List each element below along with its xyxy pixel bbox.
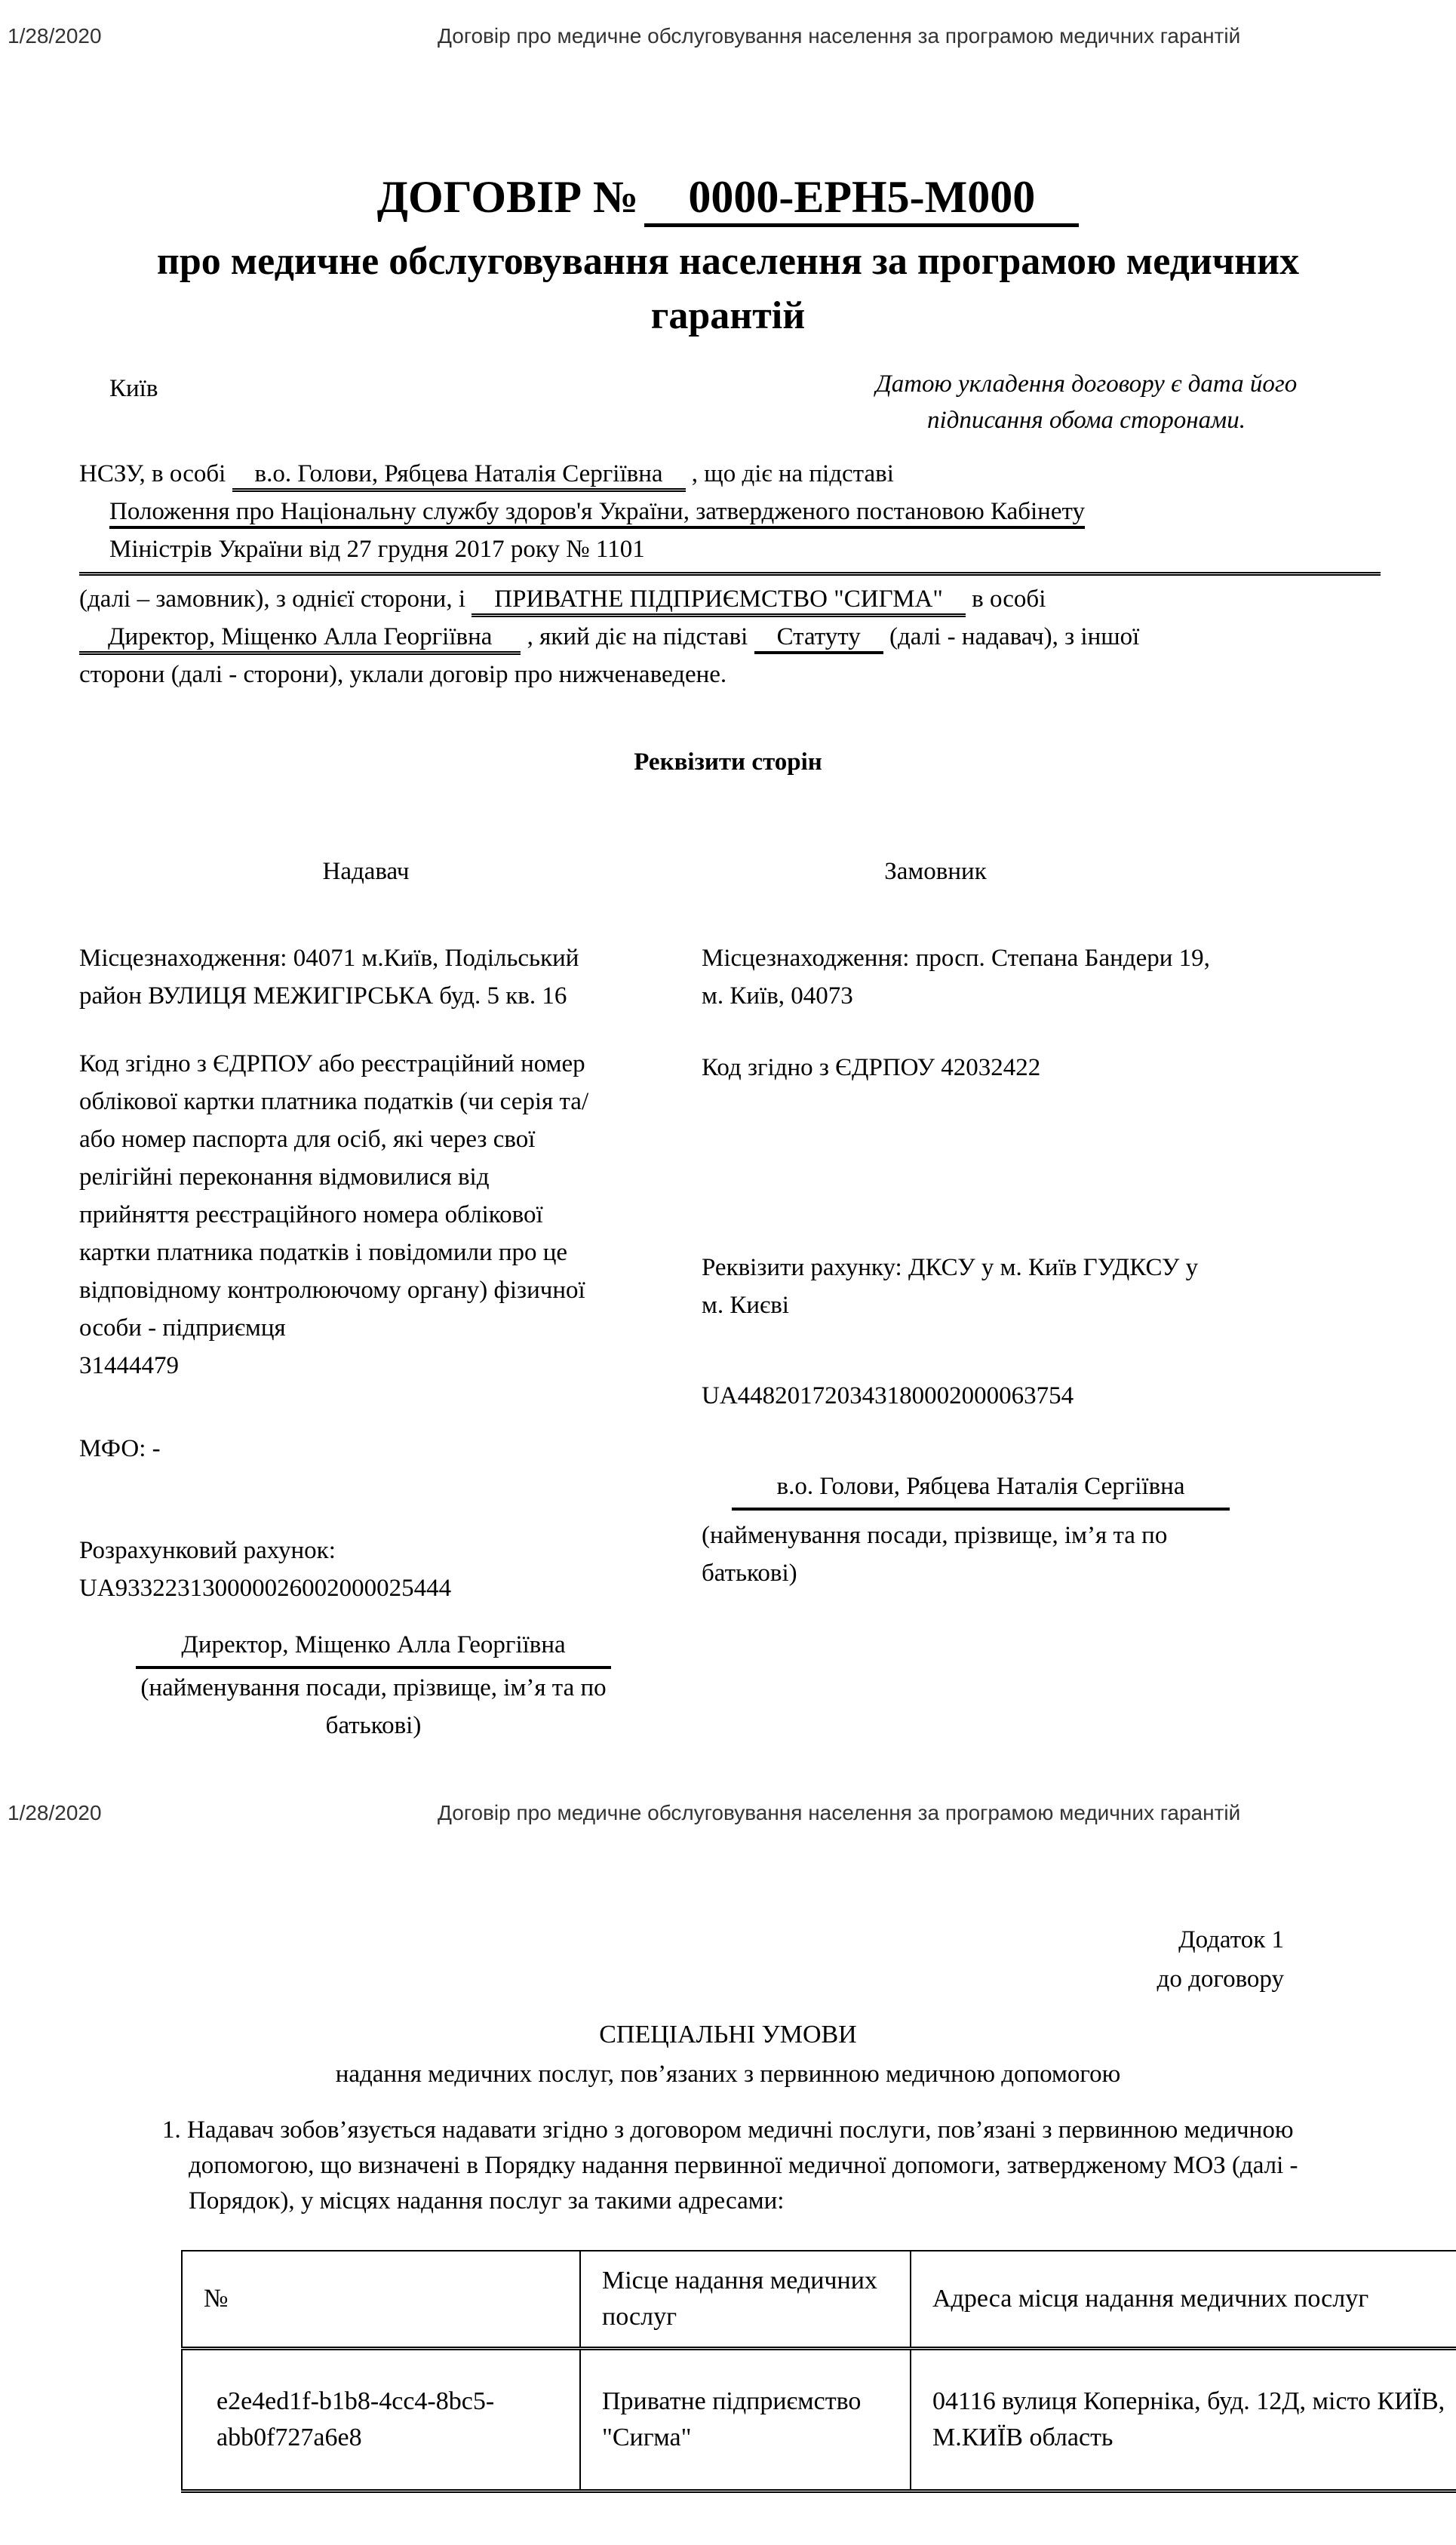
print-header-date: 1/28/2020 xyxy=(8,24,102,48)
table-cell-address: 04116 вулиця Коперніка, буд. 12Д, місто КИЇВ, М.КИЇВ область xyxy=(911,2349,1456,2491)
table-header-number: № xyxy=(182,2251,580,2349)
provider-mfo: МФО: - xyxy=(79,1435,161,1462)
provider-mid: , який діє на підставі xyxy=(527,623,748,650)
provider-edrpou-block xyxy=(79,1045,668,1385)
annex-label-line1: Додаток 1 xyxy=(1178,1926,1284,1953)
provider-column xyxy=(79,939,668,1744)
provider-representative-field: Директор, Міщенко Алла Георгіївна xyxy=(79,623,521,655)
provider-edrpou-line: картки платника податків і повідомили про це xyxy=(79,1239,568,1266)
provider-signatory-caption-line2: батькові) xyxy=(325,1712,422,1739)
provider-edrpou-line: облікової картки платника податків (чи серія та/ xyxy=(79,1088,589,1115)
customer-signatory-line xyxy=(702,1468,1260,1511)
preamble xyxy=(79,455,1381,693)
customer-signatory-caption-line1: (найменування посади, прізвище, ім’я та по xyxy=(702,1522,1168,1549)
nszu-representative-field: в.о. Голови, Рябцева Наталія Сергіївна xyxy=(232,460,686,492)
provider-account-label: Розрахунковий рахунок: xyxy=(79,1537,336,1564)
contract-subtitle-line1: про медичне обслуговування населення за програмою медичних xyxy=(156,240,1300,283)
customer-column-header: Замовник xyxy=(884,858,987,885)
special-conditions-title: СПЕЦІАЛЬНІ УМОВИ xyxy=(599,2021,857,2049)
customer-signatory-field: в.о. Голови, Рябцева Наталія Сергіївна xyxy=(732,1468,1230,1511)
print-header-title: Договір про медичне обслуговування населення за програмою медичних гарантій xyxy=(438,1801,1241,1824)
customer-address xyxy=(702,939,1328,1015)
customer-account-number: UA448201720343180002000063754 xyxy=(702,1382,1074,1409)
provider-account-block xyxy=(79,1532,668,1607)
preamble-basis-line-2 xyxy=(79,530,1381,576)
provider-address xyxy=(79,939,668,1015)
preamble-basis-line-1 xyxy=(79,493,1381,530)
contract-title-line xyxy=(0,172,1456,227)
provider-edrpou-line: Код згідно з ЄДРПОУ або реєстраційний номер xyxy=(79,1050,585,1077)
city-label: Київ xyxy=(109,375,158,402)
annex-label xyxy=(0,1920,1456,1999)
contract-subtitle xyxy=(0,235,1456,343)
print-header-date: 1/28/2020 xyxy=(8,1801,102,1824)
provider-tail: (далі - надавач), з іншої xyxy=(889,623,1140,650)
date-note: Датою укладення договору є дата його підписання обома сторонами. xyxy=(875,370,1298,434)
customer-account-details xyxy=(702,1249,1328,1324)
provider-address-line1: Місцезнаходження: 04071 м.Київ, Подільський xyxy=(79,945,579,972)
basis-text-1: Положення про Національну службу здоров'я України, затвердженого постановою Кабінету xyxy=(109,498,1085,529)
print-header-page1 xyxy=(0,23,1456,53)
provider-account-number: UA933223130000026002000025444 xyxy=(79,1575,452,1602)
provider-edrpou-number: 31444479 xyxy=(79,1352,179,1379)
zamovnyk-prefix: (далі – замовник), з однієї сторони, і xyxy=(79,586,465,613)
service-locations-table xyxy=(181,2250,1456,2493)
requisites-heading: Реквізити сторін xyxy=(634,748,822,776)
basis-text-2: Міністрів України від 27 грудня 2017 року № 1101 xyxy=(109,536,645,563)
clause-1-text: Надавач зобов’язується надавати згідно з договором медичні послуги, пов’язані з первинною медичною допомогою, що визначені в Порядку надання первинної медичної допомоги, затвердженому МОЗ (далі - Порядок), у місцях надання послуг за такими адресами: xyxy=(187,2116,1298,2215)
provider-signatory-line xyxy=(79,1626,668,1669)
customer-column xyxy=(702,939,1328,1592)
contract-number: 0000-EPH5-M000 xyxy=(644,172,1079,227)
table-header-address: Адреса місця надання медичних послуг xyxy=(911,2251,1456,2349)
preamble-line-6: сторони (далі - сторони), уклали договір про нижченаведене. xyxy=(79,661,727,688)
contract-title-block xyxy=(0,172,1456,343)
contract-subtitle-line2: гарантій xyxy=(650,294,806,337)
table-header-place: Місце надання медичних послуг xyxy=(580,2251,911,2349)
provider-edrpou-line: прийняття реєстраційного номера облікової xyxy=(79,1201,543,1228)
preamble-line-1 xyxy=(79,455,1381,493)
provider-edrpou-line: відповідному контролюючому органу) фізичної xyxy=(79,1277,585,1304)
nszu-suffix: , що діє на підставі xyxy=(691,460,894,487)
statute-field: Статуту xyxy=(754,623,883,654)
preamble-line-4 xyxy=(79,580,1381,618)
table-header-row xyxy=(182,2251,1456,2349)
provider-edrpou-line: релігійні переконання відмовилися від xyxy=(79,1163,490,1191)
customer-account-line2: м. Києві xyxy=(702,1292,789,1319)
customer-signature-block xyxy=(702,1468,1260,1511)
provider-address-line2: район ВУЛИЦЯ МЕЖИГІРСЬКА буд. 5 кв. 16 xyxy=(79,982,567,1010)
customer-account-line1: Реквізити рахунку: ДКСУ у м. Київ ГУДКСУ у xyxy=(702,1254,1199,1281)
table-row xyxy=(182,2349,1456,2491)
nszu-prefix: НСЗУ, в особі xyxy=(79,460,226,487)
provider-signatory-field: Директор, Міщенко Алла Георгіївна xyxy=(136,1626,610,1669)
provider-edrpou-line: особи - підприємця xyxy=(79,1314,286,1342)
provider-suffix: в особі xyxy=(972,586,1046,613)
special-conditions-subtitle: надання медичних послуг, пов’язаних з первинною медичною допомогою xyxy=(335,2061,1121,2088)
annex-label-line2: до договору xyxy=(1157,1966,1284,1993)
clause-1-number: 1. xyxy=(162,2116,181,2144)
provider-edrpou-line: або номер паспорта для осіб, які через свої xyxy=(79,1126,536,1153)
customer-signatory-caption-line2: батькові) xyxy=(702,1560,797,1587)
table-cell-place: Приватне підприємство "Сигма" xyxy=(580,2349,911,2491)
provider-name-field: ПРИВАТНЕ ПІДПРИЄМСТВО "СИГМА" xyxy=(472,586,966,617)
table-cell-id: e2e4ed1f-b1b8-4cc4-8bc5-abb0f727a6e8 xyxy=(182,2349,580,2491)
customer-address-line2: м. Київ, 04073 xyxy=(702,982,853,1010)
provider-signatory-caption-line1: (найменування посади, прізвище, ім’я та по xyxy=(140,1674,607,1701)
customer-edrpou: Код згідно з ЄДРПОУ 42032422 xyxy=(702,1054,1041,1081)
contract-title-label: ДОГОВІР № xyxy=(376,172,639,222)
provider-signature-block xyxy=(79,1626,668,1744)
print-header-page2 xyxy=(0,1800,1456,1830)
clause-1 xyxy=(162,2113,1335,2219)
print-header-title: Договір про медичне обслуговування населення за програмою медичних гарантій xyxy=(438,24,1241,48)
provider-column-header: Надавач xyxy=(322,858,410,885)
customer-address-line1: Місцезнаходження: просп. Степана Бандери 19, xyxy=(702,945,1210,972)
preamble-line-5 xyxy=(79,618,1381,656)
